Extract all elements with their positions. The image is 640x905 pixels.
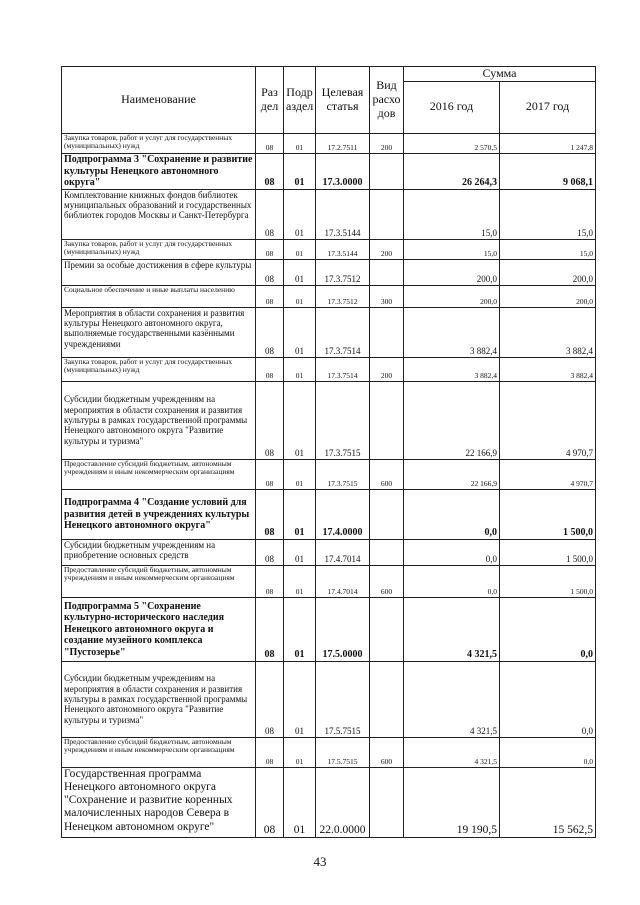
row-razdel: 08: [256, 767, 284, 837]
row-2017: 1 500,0: [500, 539, 596, 565]
row-podrazdel: 01: [284, 189, 316, 239]
row-2017: 4 970,7: [500, 459, 596, 489]
row-2016: 15,0: [404, 189, 500, 239]
row-vid: [370, 539, 404, 565]
budget-table: [61, 66, 596, 838]
row-name: Премии за особые достижения в сфере культуры: [62, 259, 256, 285]
row-podrazdel: 01: [284, 357, 316, 381]
header-year-2017: 2017 год: [500, 81, 596, 133]
row-target: 17.5.7515: [316, 661, 370, 737]
row-target: 17.5.7515: [316, 737, 370, 767]
table-row: [62, 661, 596, 737]
row-podrazdel: 01: [284, 661, 316, 737]
row-vid: [370, 597, 404, 661]
header-sum: Сумма: [404, 67, 596, 82]
row-2016: 0,0: [404, 539, 500, 565]
row-2017: 1 500,0: [500, 489, 596, 539]
row-podrazdel: 01: [284, 133, 316, 153]
row-name: Закупка товаров, работ и услуг для государственных (муниципальных) нужд: [62, 239, 256, 259]
row-razdel: 08: [256, 133, 284, 153]
row-vid: 600: [370, 737, 404, 767]
row-target: 17.3.5144: [316, 239, 370, 259]
row-name: Мероприятия в области сохранения и развития культуры Ненецкого автономного округа, выполняемые государственными казёнными учреждениями: [62, 307, 256, 357]
row-2016: 15,0: [404, 239, 500, 259]
row-2016: 4 321,5: [404, 597, 500, 661]
table-row: [62, 133, 596, 153]
row-razdel: 08: [256, 239, 284, 259]
row-2016: 200,0: [404, 259, 500, 285]
row-podrazdel: 01: [284, 539, 316, 565]
row-podrazdel: 01: [284, 307, 316, 357]
row-razdel: 08: [256, 153, 284, 189]
row-vid: [370, 189, 404, 239]
table-row: [62, 307, 596, 357]
row-name: Субсидии бюджетным учреждениям на мероприятия в области сохранения и развития культуры в рамках государственной программы Ненецкого автономного округа "Развитие культуры и туризма": [62, 381, 256, 459]
row-name: Комплектование книжных фондов библиотек муниципальных образований и государственных библиотек городов Москвы и Санкт-Петербурга: [62, 189, 256, 239]
row-name: Закупка товаров, работ и услуг для государственных (муниципальных) нужд: [62, 133, 256, 153]
row-vid: 300: [370, 285, 404, 307]
row-2016: 200,0: [404, 285, 500, 307]
row-name: Подпрограмма 3 "Сохранение и развитие культуры Ненецкого автономного округа": [62, 153, 256, 189]
table-row: [62, 539, 596, 565]
table-row: [62, 259, 596, 285]
table-row: [62, 459, 596, 489]
row-2016: 0,0: [404, 489, 500, 539]
row-2016: 4 321,5: [404, 661, 500, 737]
table-row: [62, 153, 596, 189]
row-name: Государственная программа Ненецкого автономного округа "Сохранение и развитие коренных малочисленных народов Севера в Ненецком автономном округе": [62, 767, 256, 837]
row-vid: [370, 381, 404, 459]
table-row: [62, 767, 596, 837]
row-2017: 0,0: [500, 597, 596, 661]
row-vid: [370, 307, 404, 357]
row-podrazdel: 01: [284, 565, 316, 597]
row-razdel: 08: [256, 285, 284, 307]
page-number: 43: [313, 854, 327, 869]
row-name: Подпрограмма 4 "Создание условий для развития детей в учреждениях культуры Ненецкого автономного округа": [62, 489, 256, 539]
row-2016: 26 264,3: [404, 153, 500, 189]
table-row: [62, 565, 596, 597]
row-target: 17.4.7014: [316, 539, 370, 565]
row-2017: 0,0: [500, 661, 596, 737]
row-razdel: 08: [256, 459, 284, 489]
row-razdel: 08: [256, 357, 284, 381]
row-razdel: 08: [256, 661, 284, 737]
header-year-2016: 2016 год: [404, 81, 500, 133]
table-row: [62, 737, 596, 767]
row-2017: 3 882,4: [500, 307, 596, 357]
row-target: 17.3.7512: [316, 259, 370, 285]
table-row: [62, 285, 596, 307]
row-2017: 15,0: [500, 239, 596, 259]
row-name: Предоставление субсидий бюджетным, автономным учреждениям и иным некоммерческим организациям: [62, 737, 256, 767]
row-2017: 200,0: [500, 285, 596, 307]
row-vid: 200: [370, 239, 404, 259]
row-target: 17.3.7515: [316, 459, 370, 489]
row-podrazdel: 01: [284, 239, 316, 259]
row-podrazdel: 01: [284, 489, 316, 539]
row-2017: 1 500,0: [500, 565, 596, 597]
row-vid: [370, 661, 404, 737]
header-razdel: Раз дел: [256, 67, 284, 134]
row-vid: 200: [370, 357, 404, 381]
row-razdel: 08: [256, 489, 284, 539]
row-target: 17.3.0000: [316, 153, 370, 189]
row-razdel: 08: [256, 189, 284, 239]
row-name: Предоставление субсидий бюджетным, автономным учреждениям и иным некоммерческим организациям: [62, 565, 256, 597]
row-2016: 19 190,5: [404, 767, 500, 837]
row-2017: 9 068,1: [500, 153, 596, 189]
row-2016: 4 321,5: [404, 737, 500, 767]
row-podrazdel: 01: [284, 259, 316, 285]
header-podrazdel: Подр аздел: [284, 67, 316, 134]
table-row: [62, 189, 596, 239]
row-razdel: 08: [256, 307, 284, 357]
row-2017: 4 970,7: [500, 381, 596, 459]
row-podrazdel: 01: [284, 459, 316, 489]
row-razdel: 08: [256, 381, 284, 459]
row-vid: [370, 153, 404, 189]
header-target: Целевая статья: [316, 67, 370, 134]
row-target: 17.3.5144: [316, 189, 370, 239]
row-razdel: 08: [256, 737, 284, 767]
row-vid: [370, 767, 404, 837]
row-vid: [370, 489, 404, 539]
row-2017: 0,0: [500, 737, 596, 767]
row-target: 17.4.7014: [316, 565, 370, 597]
row-name: Субсидии бюджетным учреждениям на мероприятия в области сохранения и развития культуры в рамках государственной программы Ненецкого автономного округа "Развитие культуры и туризма": [62, 661, 256, 737]
row-target: 17.5.0000: [316, 597, 370, 661]
row-podrazdel: 01: [284, 737, 316, 767]
header-name: Наименование: [62, 67, 256, 134]
row-podrazdel: 01: [284, 381, 316, 459]
row-razdel: 08: [256, 597, 284, 661]
table-row: [62, 239, 596, 259]
row-vid: 600: [370, 459, 404, 489]
row-2016: 0,0: [404, 565, 500, 597]
table-row: [62, 381, 596, 459]
header-vid: Вид расхо дов: [370, 67, 404, 134]
row-vid: 200: [370, 133, 404, 153]
row-2017: 200,0: [500, 259, 596, 285]
row-name: Субсидии бюджетным учреждениям на приобретение основных средств: [62, 539, 256, 565]
table-row: [62, 597, 596, 661]
row-name: Социальное обеспечение и иные выплаты населению: [62, 285, 256, 307]
table-row: [62, 357, 596, 381]
table-row: [62, 489, 596, 539]
row-target: 17.4.0000: [316, 489, 370, 539]
row-target: 17.2.7511: [316, 133, 370, 153]
row-name: Предоставление субсидий бюджетным, автономным учреждениям и иным некоммерческим организациям: [62, 459, 256, 489]
row-2016: 22 166,9: [404, 459, 500, 489]
row-razdel: 08: [256, 565, 284, 597]
row-2016: 3 882,4: [404, 307, 500, 357]
row-target: 17.3.7514: [316, 357, 370, 381]
row-podrazdel: 01: [284, 597, 316, 661]
row-2017: 15,0: [500, 189, 596, 239]
row-name: Подпрограмма 5 "Сохранение культурно-исторического наследия Ненецкого автономного округа и создание музейного комплекса "Пустозерье": [62, 597, 256, 661]
row-name: Закупка товаров, работ и услуг для государственных (муниципальных) нужд: [62, 357, 256, 381]
row-vid: 600: [370, 565, 404, 597]
row-razdel: 08: [256, 539, 284, 565]
row-2016: 22 166,9: [404, 381, 500, 459]
row-2016: 2 570,5: [404, 133, 500, 153]
row-target: 22.0.0000: [316, 767, 370, 837]
row-podrazdel: 01: [284, 285, 316, 307]
row-2017: 15 562,5: [500, 767, 596, 837]
row-2016: 3 882,4: [404, 357, 500, 381]
row-2017: 3 882,4: [500, 357, 596, 381]
row-target: 17.3.7514: [316, 307, 370, 357]
row-podrazdel: 01: [284, 153, 316, 189]
row-target: 17.3.7515: [316, 381, 370, 459]
row-vid: [370, 259, 404, 285]
row-target: 17.3.7512: [316, 285, 370, 307]
row-podrazdel: 01: [284, 767, 316, 837]
row-razdel: 08: [256, 259, 284, 285]
row-2017: 1 247,8: [500, 133, 596, 153]
